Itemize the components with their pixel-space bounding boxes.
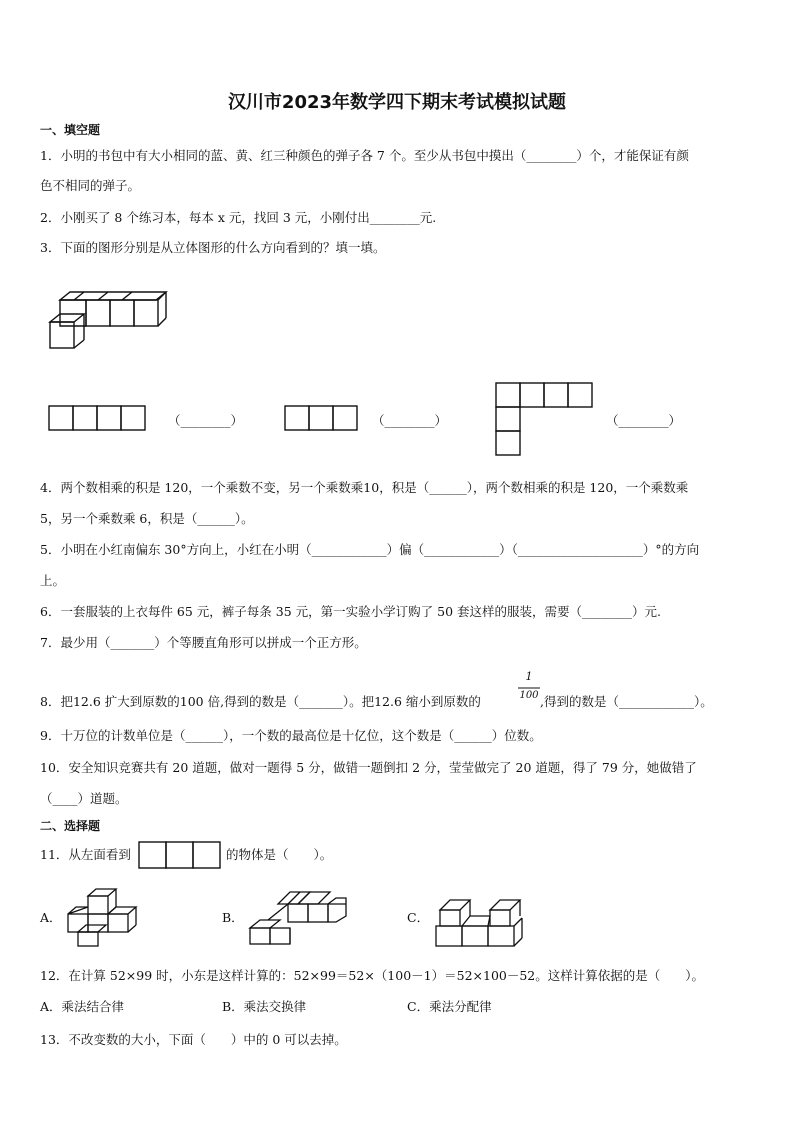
question-1-line-2: 色不相同的弹子。 — [40, 178, 141, 193]
question-2: 2．小刚买了 8 个练习本，每本 x 元，找回 3 元，小刚付出________元. — [40, 210, 437, 225]
question-6: 6．一套服装的上衣每件 65 元，裤子每条 35 元，第一实验小学订购了 50 套这样的服装，需要（________）元. — [40, 604, 661, 619]
q12-option-c[interactable]: C．乘法分配律 — [407, 999, 492, 1014]
q11-option-b-label[interactable]: B． — [222, 910, 244, 925]
q12-option-a[interactable]: A．乘法结合律 — [40, 999, 125, 1014]
page-title: 汉川市2023年数学四下期末考试模拟试题 — [227, 92, 567, 113]
q3-answer-blank-2[interactable]: （________） — [372, 413, 448, 428]
q3-view-2 — [284, 405, 360, 431]
q3-view-3 — [495, 382, 595, 458]
question-4-line-1: 4．两个数相乘的积是 120，一个乘数不变，另一个乘数乘10，积是（______），两个数相乘的积是 120，一个乘数乘 — [40, 480, 689, 495]
question-5-line-2: 上。 — [40, 573, 66, 588]
section-multiple-choice: 二、选择题 — [40, 819, 101, 833]
q3-answer-blank-1[interactable]: （________） — [168, 413, 244, 428]
q8-fraction-numerator: 1 — [525, 670, 533, 683]
question-11-part-1: 11．从左面看到 — [40, 847, 131, 862]
q3-solid-figure — [46, 290, 176, 352]
q11-left-view-figure — [138, 840, 222, 870]
q12-option-b[interactable]: B．乘法交换律 — [222, 999, 307, 1014]
question-10-line-1: 10．安全知识竞赛共有 20 道题，做对一题得 5 分，做错一题倒扣 2 分，莹莹做完了 20 道题，得了 79 分，她做错了 — [40, 760, 697, 775]
q3-view-1 — [48, 405, 148, 431]
question-9: 9．十万位的计数单位是（______），一个数的最高位是十亿位，这个数是（______）位数。 — [40, 728, 542, 743]
section-fill-blanks: 一、填空题 — [40, 123, 101, 137]
question-7: 7．最少用（_______）个等腰直角形可以拼成一个正方形。 — [40, 635, 367, 650]
q8-fraction-denominator: 100 — [519, 690, 539, 701]
question-1-line-1: 1．小明的书包中有大小相同的蓝、黄、红三种颜色的弹子各 7 个。至少从书包中摸出（________）个，才能保证有颜 — [40, 148, 689, 163]
q11-option-c-figure[interactable] — [434, 892, 526, 948]
question-10-line-2: （____）道题。 — [40, 791, 128, 806]
q11-option-b-figure[interactable] — [248, 888, 350, 946]
q3-answer-blank-3[interactable]: （________） — [606, 413, 682, 428]
question-12: 12．在计算 52×99 时，小东是这样计算的：52×99＝52×（100－1）＝52×100－52。这样计算依据的是（ ）。 — [40, 968, 705, 983]
question-13: 13．不改变数的大小，下面（ ）中的 0 可以去掉。 — [40, 1032, 347, 1047]
q11-option-a-label[interactable]: A． — [40, 910, 62, 925]
question-3: 3．下面的图形分别是从立体图形的什么方向看到的？填一填。 — [40, 240, 386, 255]
question-8-part-2: ,得到的数是（____________）。 — [540, 694, 713, 709]
question-4-line-2: 5，另一个乘数乘 6，积是（______）。 — [40, 511, 254, 526]
q11-option-c-label[interactable]: C． — [407, 910, 430, 925]
question-5-line-1: 5．小明在小红南偏东 30°方向上，小红在小明（____________）偏（____________）（____________________）°的方向 — [40, 542, 700, 557]
question-8-part-1: 8．把12.6 扩大到原数的100 倍,得到的数是（_______）。把12.6 缩小到原数的 — [40, 694, 481, 709]
q11-option-a-figure[interactable] — [62, 886, 144, 948]
question-11-part-2: 的物体是（ ）。 — [226, 847, 333, 862]
